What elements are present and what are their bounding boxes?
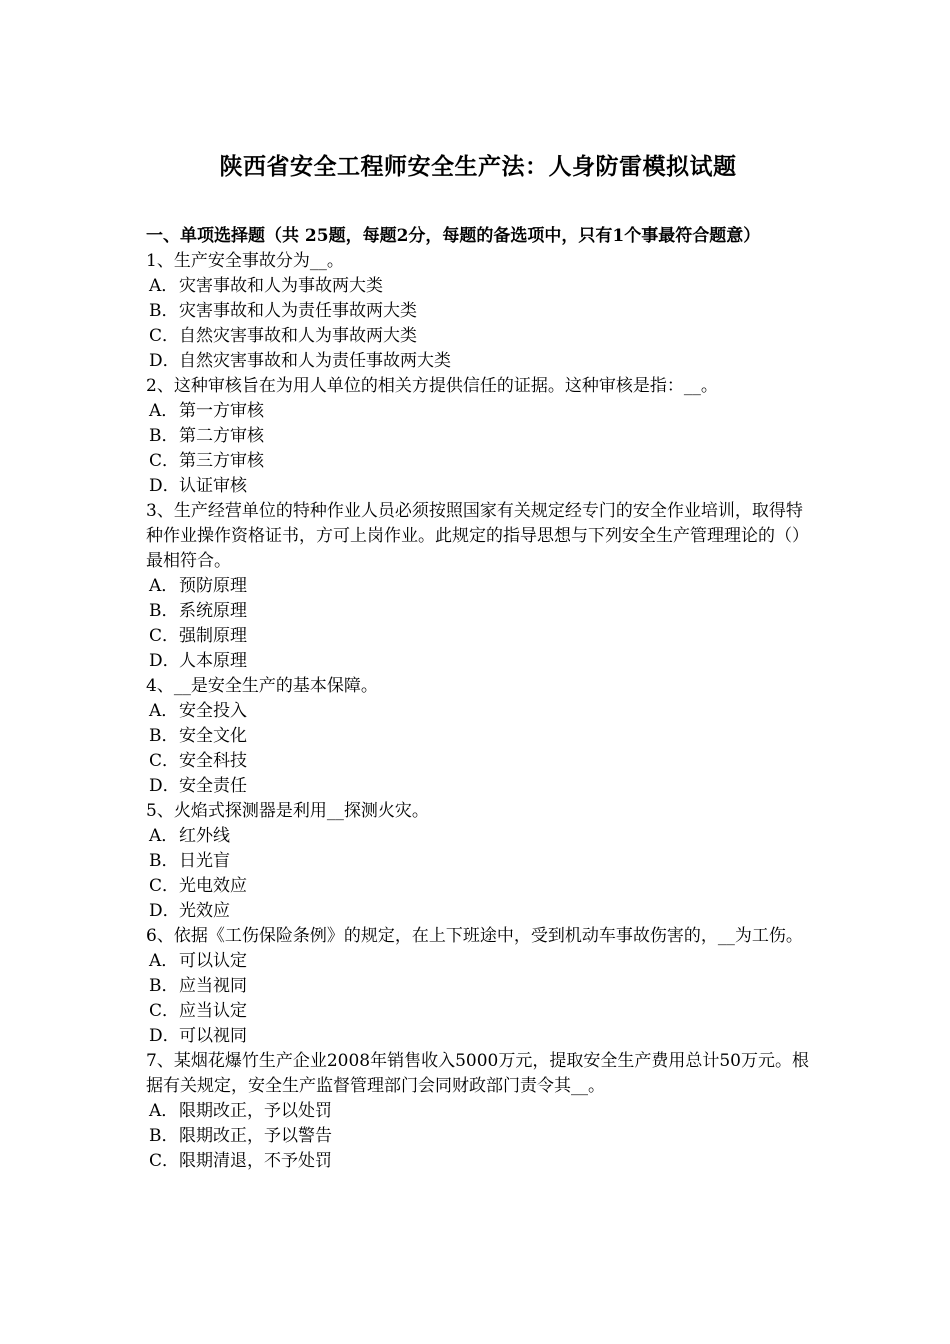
answer-option	[146, 624, 810, 649]
option-text: 光效应	[179, 901, 230, 921]
option-letter: B．	[149, 851, 179, 871]
option-letter: C．	[149, 326, 180, 346]
answer-option	[146, 1124, 810, 1149]
question	[146, 674, 810, 799]
option-text: 日光盲	[179, 851, 230, 871]
option-letter: D．	[149, 351, 180, 371]
option-text: 灾害事故和人为责任事故两大类	[179, 301, 417, 321]
option-text: 红外线	[179, 826, 230, 846]
question	[146, 924, 810, 1049]
answer-option	[146, 824, 810, 849]
question	[146, 374, 810, 499]
document-title: 陕西省安全工程师安全生产法：人身防雷模拟试题	[219, 153, 737, 180]
option-letter: A．	[149, 1101, 179, 1121]
answer-option	[146, 449, 810, 474]
option-letter: C．	[149, 876, 180, 896]
option-text: 应当认定	[179, 1001, 247, 1021]
answer-option	[146, 949, 810, 974]
option-list	[146, 1099, 810, 1174]
option-letter: C．	[149, 1001, 180, 1021]
option-text: 安全科技	[179, 751, 247, 771]
option-letter: B．	[149, 1126, 179, 1146]
option-text: 自然灾害事故和人为责任事故两大类	[179, 351, 451, 371]
option-list	[146, 824, 810, 924]
answer-option	[146, 599, 810, 624]
option-text: 人本原理	[179, 651, 247, 671]
answer-option	[146, 1099, 810, 1124]
option-letter: B．	[149, 426, 179, 446]
answer-option	[146, 874, 810, 899]
option-text: 应当视同	[179, 976, 247, 996]
option-letter: C．	[149, 1151, 180, 1171]
option-text: 光电效应	[179, 876, 247, 896]
question-list	[146, 249, 810, 1174]
option-list	[146, 274, 810, 374]
option-letter: B．	[149, 726, 179, 746]
answer-option	[146, 999, 810, 1024]
answer-option	[146, 724, 810, 749]
option-letter: C．	[149, 451, 180, 471]
option-text: 自然灾害事故和人为事故两大类	[179, 326, 417, 346]
question	[146, 249, 810, 374]
question-stem: 2、这种审核旨在为用人单位的相关方提供信任的证据。这种审核是指：__。	[146, 376, 718, 396]
answer-option	[146, 899, 810, 924]
option-text: 安全文化	[179, 726, 247, 746]
option-text: 第二方审核	[179, 426, 264, 446]
question	[146, 799, 810, 924]
option-letter: C．	[149, 751, 180, 771]
option-letter: D．	[149, 776, 180, 796]
question-stem: 4、__是安全生产的基本保障。	[146, 676, 378, 696]
question-stem: 6、依据《工伤保险条例》的规定，在上下班途中，受到机动车事故伤害的，__为工伤。	[146, 926, 803, 946]
question-stem: 1、生产安全事故分为__。	[146, 251, 344, 271]
option-text: 第三方审核	[179, 451, 264, 471]
answer-option	[146, 349, 810, 374]
answer-option	[146, 849, 810, 874]
answer-option	[146, 474, 810, 499]
answer-option	[146, 649, 810, 674]
option-list	[146, 699, 810, 799]
question	[146, 1049, 810, 1174]
question-stem: 5、火焰式探测器是利用__探测火灾。	[146, 801, 429, 821]
section-heading: 一、单项选择题（共 25题，每题2分，每题的备选项中，只有1个事最符合题意）	[146, 226, 761, 246]
answer-option	[146, 399, 810, 424]
answer-option	[146, 299, 810, 324]
option-letter: B．	[149, 301, 179, 321]
option-letter: D．	[149, 651, 180, 671]
option-text: 第一方审核	[179, 401, 264, 421]
answer-option	[146, 699, 810, 724]
option-text: 限期改正，予以处罚	[179, 1101, 332, 1121]
option-letter: A．	[149, 401, 179, 421]
option-text: 灾害事故和人为事故两大类	[179, 276, 383, 296]
option-letter: A．	[149, 951, 179, 971]
document-page	[146, 150, 810, 1174]
option-letter: D．	[149, 476, 180, 496]
option-list	[146, 574, 810, 674]
option-letter: D．	[149, 1026, 180, 1046]
option-letter: A．	[149, 276, 179, 296]
option-text: 认证审核	[179, 476, 247, 496]
question-stem: 7、某烟花爆竹生产企业2008年销售收入5000万元，提取安全生产费用总计50万元。根据有关规定，安全生产监督管理部门会同财政部门责令其__。	[146, 1051, 809, 1096]
option-text: 限期清退，不予处罚	[179, 1151, 332, 1171]
option-list	[146, 949, 810, 1049]
option-letter: C．	[149, 626, 180, 646]
option-text: 安全责任	[179, 776, 247, 796]
answer-option	[146, 774, 810, 799]
option-letter: A．	[149, 826, 179, 846]
answer-option	[146, 574, 810, 599]
option-text: 预防原理	[179, 576, 247, 596]
answer-option	[146, 974, 810, 999]
answer-option	[146, 1149, 810, 1174]
option-text: 限期改正，予以警告	[179, 1126, 332, 1146]
question-stem: 3、生产经营单位的特种作业人员必须按照国家有关规定经专门的安全作业培训，取得特种作业操作资格证书，方可上岗作业。此规定的指导思想与下列安全生产管理理论的（）最相符合。	[146, 501, 809, 571]
option-text: 安全投入	[179, 701, 247, 721]
option-letter: B．	[149, 601, 179, 621]
option-text: 可以视同	[179, 1026, 247, 1046]
answer-option	[146, 324, 810, 349]
answer-option	[146, 749, 810, 774]
option-letter: D．	[149, 901, 180, 921]
option-text: 可以认定	[179, 951, 247, 971]
option-letter: B．	[149, 976, 179, 996]
answer-option	[146, 274, 810, 299]
option-text: 系统原理	[179, 601, 247, 621]
option-letter: A．	[149, 576, 179, 596]
question	[146, 499, 810, 674]
option-letter: A．	[149, 701, 179, 721]
option-list	[146, 399, 810, 499]
option-text: 强制原理	[179, 626, 247, 646]
answer-option	[146, 424, 810, 449]
answer-option	[146, 1024, 810, 1049]
